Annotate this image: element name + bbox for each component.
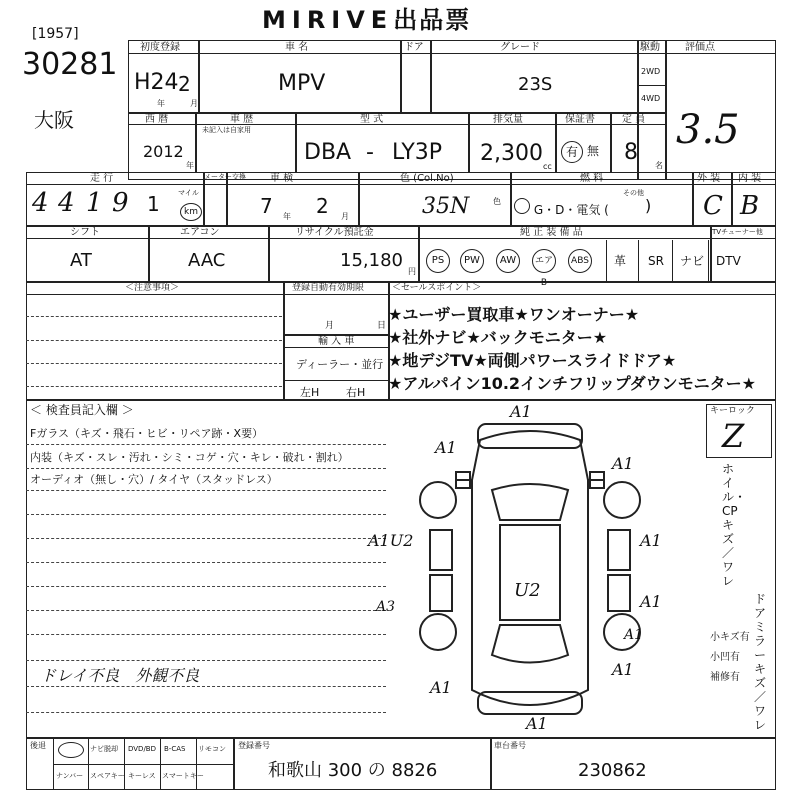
- sales-point: ★アルパイン10.2インチフリップダウンモニター★: [388, 374, 757, 393]
- label-meter-change: メーター交換: [204, 173, 246, 181]
- fuel-g-selected: [514, 198, 530, 214]
- displacement-value: 2,300: [480, 141, 543, 166]
- color-code: 35N: [422, 194, 470, 219]
- bottom-label: ナンバー: [56, 772, 84, 780]
- hand-left: 左H: [300, 386, 320, 399]
- equip-leather: 革: [614, 254, 627, 268]
- label-model: 型 式: [360, 114, 384, 125]
- roof: [500, 525, 560, 620]
- label-grade: グレード: [500, 42, 540, 53]
- grade-value: 23S: [518, 74, 553, 95]
- fuel-options: [514, 198, 609, 216]
- fuel-options-label: G・D・電気 (: [533, 203, 609, 217]
- mileage-digit: 4: [58, 188, 75, 218]
- equipment-list: [420, 240, 776, 288]
- rear-bumper: [478, 692, 582, 714]
- door-right-front: [608, 530, 630, 570]
- label-inspection: 車 検: [270, 173, 294, 184]
- label-keylock: キーロック: [710, 406, 755, 416]
- interior-grade: B: [740, 191, 760, 221]
- mile-unit: マイル: [178, 189, 199, 197]
- damage-mark: A3: [376, 599, 396, 615]
- rear-camera-circle: [58, 742, 84, 758]
- mileage-digit: 1: [86, 188, 103, 218]
- label-equipment: 純 正 装 備 品: [520, 227, 583, 238]
- label-capacity: 定 員: [622, 114, 646, 125]
- label-warranty: 保証書: [565, 114, 595, 125]
- equip-navi: ナビ: [680, 254, 705, 268]
- warranty-no: 無: [587, 144, 600, 158]
- inspector-note: Fガラス（キズ・飛石・ヒビ・リペア跡・X要）: [30, 427, 264, 440]
- inspection-month-suffix: 月: [341, 212, 349, 221]
- model-prefix: DBA: [304, 140, 352, 165]
- vertical-small-notes: [710, 628, 750, 688]
- equip-aw: AW: [496, 249, 520, 273]
- label-drive: 駆動: [640, 42, 660, 53]
- equip-sr: SR: [648, 254, 664, 268]
- sheet-title: 出品票: [393, 6, 472, 34]
- recycle-value: 15,180: [340, 250, 403, 271]
- capacity-value: 8: [624, 140, 638, 165]
- brand-title: [262, 8, 471, 32]
- damage-mark: A1: [612, 660, 634, 679]
- keylock-value: Z: [722, 417, 745, 455]
- color-suffix: 色: [493, 197, 501, 206]
- drive-2wd: 2WD: [641, 67, 661, 76]
- label-score: 評価点: [685, 42, 715, 53]
- damage-mark: A1: [612, 454, 634, 473]
- damage-mark: A1: [640, 592, 662, 611]
- label-exterior: 外 装: [697, 173, 721, 184]
- small-note: 小凹有: [710, 652, 740, 663]
- label-first-reg: 初度登録: [140, 42, 180, 53]
- label-fuel: 燃 料: [580, 173, 604, 184]
- damage-mark: A1: [510, 402, 532, 421]
- label-shift: シフト: [70, 227, 100, 238]
- damage-mark: A1: [526, 714, 548, 733]
- small-note: 補修有: [710, 672, 740, 683]
- vertical-note-left-text: ホイル・CPキズ／ワレ: [722, 462, 747, 588]
- km-unit-label: km: [184, 207, 198, 217]
- reg-month: 2: [178, 72, 191, 96]
- damage-mark: A1: [624, 627, 644, 643]
- expiry-day-suffix: 日: [377, 321, 387, 331]
- reg-month-suffix: 月: [190, 99, 198, 108]
- bottom-label: リモコン: [198, 745, 226, 753]
- shift-value: AT: [70, 250, 92, 271]
- wheel-front-right: [604, 482, 640, 518]
- mileage-digit: 9: [112, 188, 129, 218]
- label-tuner: TVチューナー他: [712, 228, 763, 236]
- lot-bracket: [1957]: [32, 26, 79, 42]
- label-model-year-sub: 未記入は自家用: [202, 126, 251, 134]
- equip-ps: PS: [426, 249, 450, 273]
- registration-no: 和歌山 300 の 8826: [268, 760, 438, 781]
- bottom-label: スペアキー: [90, 772, 125, 780]
- label-interior: 内 装: [738, 173, 762, 184]
- label-color: 色 (Col.No): [400, 173, 454, 184]
- vertical-note-right: [754, 592, 770, 732]
- inspector-note: オーディオ（無し・穴）/ タイヤ（スタッドレス）: [30, 473, 278, 486]
- bottom-label: スマートキー: [162, 772, 204, 780]
- label-aircon: エアコン: [180, 227, 220, 238]
- sales-point: ★地デジTV★両側パワースライドドア★: [388, 351, 677, 370]
- vertical-note-right-text: ドアミラー キズ／ワレ: [754, 592, 767, 732]
- label-recycle: リサイクル預託金: [295, 227, 374, 238]
- mileage-digits: [32, 190, 182, 220]
- sales-point: ★社外ナビ★バックモニター★: [388, 328, 608, 347]
- bottom-label: B-CAS: [164, 745, 186, 753]
- equip-airbag: エアB: [532, 249, 556, 273]
- model-dash: -: [366, 140, 374, 165]
- car-body-outline: [472, 431, 588, 705]
- score-value: 3.5: [676, 107, 740, 153]
- fuel-close: ): [645, 196, 652, 215]
- inspector-note: 内装（キズ・スレ・汚れ・シミ・コゲ・穴・キレ・破れ・割れ）: [30, 451, 349, 464]
- chassis-no: 230862: [578, 760, 647, 781]
- wheel-front-left: [420, 482, 456, 518]
- label-chassis-no: 車台番号: [494, 741, 526, 750]
- equip-abs: ABS: [568, 249, 592, 273]
- wheel-rear-left: [420, 614, 456, 650]
- equip-pw: PW: [460, 249, 484, 273]
- rear-window: [492, 625, 568, 663]
- warranty-yes: [561, 141, 583, 163]
- reg-year: H24: [134, 70, 179, 95]
- bottom-label: ナビ脱却: [90, 745, 118, 753]
- label-sales-points: ＜セールスポイント＞: [392, 283, 482, 293]
- hand-right: 右H: [346, 386, 366, 399]
- year-suffix: 年: [186, 161, 194, 170]
- inspection-year: 7: [260, 194, 273, 218]
- car-name-value: MPV: [278, 71, 326, 96]
- bottom-label: 後退: [30, 741, 46, 750]
- handwritten-note: ドレイ不良 外観不良: [40, 666, 200, 685]
- fuel-other: その他: [623, 189, 644, 197]
- damage-mark: A1: [640, 531, 662, 550]
- label-mileage: 走 行: [90, 173, 114, 184]
- dealer-parallel: ディーラー・並行: [296, 358, 384, 371]
- damage-mark: A1: [435, 438, 457, 457]
- label-inspector: ＜ 検査員記入欄 ＞: [30, 403, 134, 417]
- label-reg-expiry: 登録自動有効期限: [292, 283, 365, 293]
- cc-unit: cc: [543, 162, 552, 171]
- damage-mark: A1: [430, 678, 452, 697]
- door-left-rear: [430, 575, 452, 611]
- damage-mark: U2: [514, 580, 541, 601]
- label-car-name: 車 名: [285, 42, 309, 53]
- exterior-grade: C: [703, 191, 723, 221]
- label-displacement: 排気量: [493, 114, 523, 125]
- equip-dtv: DTV: [716, 254, 741, 268]
- lot-number: 30281: [22, 47, 118, 82]
- bottom-label: DVD/BD: [128, 745, 156, 753]
- mileage-digit: 1: [147, 192, 160, 216]
- mileage-digit: 4: [32, 188, 49, 218]
- aircon-value: AAC: [188, 250, 226, 271]
- windshield: [492, 484, 568, 520]
- bottom-label: キーレス: [128, 772, 156, 780]
- inspection-month: 2: [316, 194, 329, 218]
- damage-mark: A1U2: [368, 531, 414, 550]
- warranty-yes-label: 有: [565, 145, 578, 159]
- sales-point: ★ユーザー買取車★ワンオーナー★: [388, 305, 640, 324]
- model-code: LY3P: [392, 140, 443, 165]
- drive-4wd: 4WD: [641, 94, 661, 103]
- km-unit: [180, 203, 202, 221]
- yen-unit: 円: [408, 267, 416, 276]
- label-door: ドア: [404, 42, 424, 53]
- door-right-rear: [608, 575, 630, 611]
- reg-year-suffix: 年: [157, 99, 165, 108]
- expiry-month-suffix: 月: [325, 321, 335, 331]
- brand-name: MIRIVE: [262, 6, 394, 34]
- inspection-year-suffix: 年: [283, 212, 291, 221]
- vertical-note-left: [722, 462, 747, 588]
- region-label: 大阪: [34, 108, 74, 132]
- door-left-front: [430, 530, 452, 570]
- label-model-year: 車 歴: [230, 114, 254, 125]
- label-year: 西 暦: [145, 114, 169, 125]
- label-import: 輸 入 車: [318, 336, 355, 347]
- small-note: 小キズ有: [710, 632, 750, 643]
- year-value: 2012: [143, 142, 184, 161]
- people-unit: 名: [655, 161, 663, 170]
- label-notes: ＜注意事項＞: [125, 283, 180, 293]
- label-reg-no: 登録番号: [238, 741, 270, 750]
